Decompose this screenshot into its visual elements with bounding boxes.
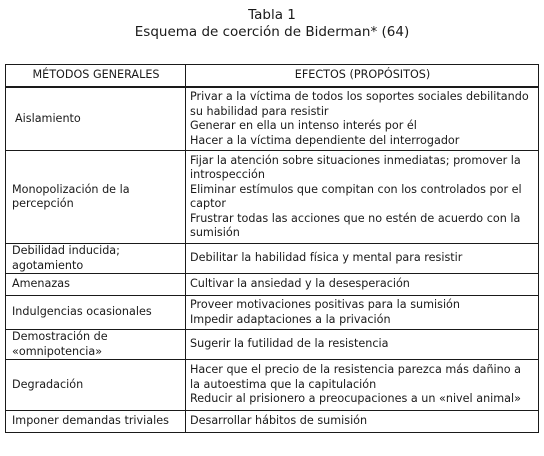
- effects-cell: [186, 274, 539, 296]
- table-header-row: [6, 65, 539, 88]
- method-cell: Aislamiento: [6, 87, 186, 151]
- effect-line: Generar en ella un intenso interés por él: [190, 119, 417, 132]
- method-cell: Monopolización de la percepción: [6, 151, 186, 244]
- table-row: [6, 411, 539, 433]
- effect-line: Privar a la víctima de todos los soportes sociales debilitando su habilidad para resistir: [190, 90, 529, 118]
- effect-line: Cultivar la ansiedad y la desesperación: [190, 277, 410, 291]
- table-row: [6, 151, 539, 244]
- table-row: [6, 87, 539, 151]
- effects-cell: [186, 360, 539, 411]
- effect-line: Reducir al prisionero a preocupaciones a un «nivel animal»: [190, 392, 521, 406]
- effect-line: Frustrar todas las acciones que no estén de acuerdo con la sumisión: [190, 211, 521, 239]
- effect-line: Desarrollar hábitos de sumisión: [190, 414, 368, 428]
- effect-line: Debilitar la habilidad física y mental para resistir: [190, 251, 463, 265]
- effects-cell: [186, 87, 539, 151]
- table-row: [6, 330, 539, 360]
- effect-line: Proveer motivaciones positivas para la sumisión: [190, 298, 460, 311]
- effects-cell: [186, 296, 539, 330]
- table-row: [6, 244, 539, 274]
- effects-cell: [186, 330, 539, 360]
- effect-line: Hacer a la víctima dependiente del interrogador: [190, 133, 460, 147]
- method-cell: Demostración de «omnipotencia»: [6, 330, 186, 360]
- method-cell: Indulgencias ocasionales: [6, 296, 186, 330]
- method-cell: Amenazas: [6, 274, 186, 296]
- coercion-table: [5, 64, 539, 433]
- effect-line: Fijar la atención sobre situaciones inmediatas; promover la introspección: [190, 153, 521, 181]
- method-cell: Debilidad inducida; agotamiento: [6, 244, 186, 274]
- method-cell: Imponer demandas triviales: [6, 411, 186, 433]
- header-methods: MÉTODOS GENERALES: [6, 65, 186, 88]
- table-title: Esquema de coerción de Biderman* (64): [134, 24, 410, 40]
- method-cell: Degradación: [6, 360, 186, 411]
- effect-line: Eliminar estímulos que compitan con los controlados por el captor: [190, 182, 522, 210]
- table-row: [6, 296, 539, 330]
- effects-cell: [186, 411, 539, 433]
- effect-line: Sugerir la futilidad de la resistencia: [190, 337, 389, 351]
- effect-line: Impedir adaptaciones a la privación: [190, 312, 391, 326]
- table-row: [6, 360, 539, 411]
- effects-cell: [186, 244, 539, 274]
- effect-line: Hacer que el precio de la resistencia parezca más dañino a la autoestima que la capitulación: [190, 363, 521, 391]
- table-row: [6, 274, 539, 296]
- table-number: Tabla 1: [248, 7, 296, 23]
- header-effects: EFECTOS (PROPÓSITOS): [186, 65, 539, 88]
- effects-cell: [186, 151, 539, 244]
